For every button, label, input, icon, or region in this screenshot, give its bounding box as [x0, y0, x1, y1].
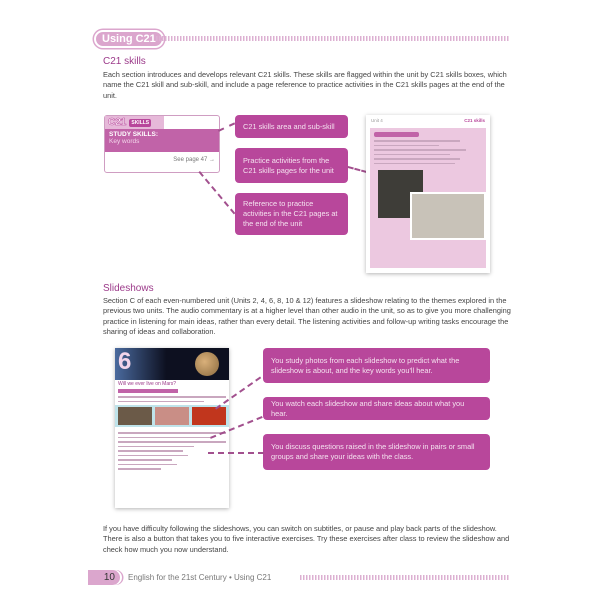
slideshow-page-thumbnail — [115, 348, 229, 508]
c21-logo: C21 — [108, 117, 127, 128]
callout-watch-slideshow: You watch each slideshow and share ideas about what you hear. — [263, 397, 490, 420]
c21-skills-box — [104, 115, 220, 173]
connector-line — [347, 166, 367, 173]
unit-number: 6 — [118, 348, 132, 375]
thumb-title: Will we ever live on Mars? — [118, 381, 177, 387]
c21-heading: C21 skills — [103, 56, 146, 67]
thumb-badge: C21 skills — [464, 118, 485, 123]
callout-practice-activities: Practice activities from the C21 skills pages for the unit — [235, 148, 348, 183]
callout-skill-area: C21 skills area and sub-skill — [235, 115, 348, 138]
slideshows-closing: If you have difficulty following the slideshows, you can switch on subtitles, or pause and play back parts of the slideshow. There is also a button that takes you to five interactive exercises. Try these exercises after class to review the slideshow and check how much you now understand. — [103, 524, 510, 554]
footer-divider — [300, 575, 510, 580]
c21-body: Each section introduces and develops relevant C21 skills. These skills are flagged within the unit by C21 skills boxes, which name the C21 skill and sub-skill, and include a page reference to practice activities in the C21 skills pages at the end of the unit. — [103, 70, 507, 100]
mars-image — [195, 352, 219, 376]
slideshows-heading: Slideshows — [103, 283, 154, 294]
section-label: Using C21 — [94, 30, 164, 48]
skills-badge: SKILLS — [131, 119, 150, 126]
callout-study-photos: You study photos from each slideshow to predict what the slideshow is about, and the key words you'll hear. — [263, 348, 490, 383]
c21-page-thumbnail — [366, 115, 490, 273]
skill-subskill: Key words — [109, 138, 140, 145]
callout-discuss-questions: You discuss questions raised in the slideshow in pairs or small groups and share your ideas with the class. — [263, 434, 490, 470]
slideshows-body: Section C of each even-numbered unit (Units 2, 4, 6, 8, 10 & 12) features a slideshow relating to the themes explored in the previous two units. The audio commentary is at a higher level than other audio in the unit, so as to give you more challenging practice in listening for main ideas, rather than every detail. The listening activities and follow-up writing tasks encourage the sharing of ideas and collaboration. — [103, 296, 511, 337]
footer-text: English for the 21st Century • Using C21 — [128, 573, 272, 582]
skill-area: STUDY SKILLS: — [109, 131, 158, 138]
page-reference: See page 47 → — [173, 157, 215, 163]
callout-page-reference: Reference to practice activities in the C21 pages at the end of the unit — [235, 193, 348, 235]
header-divider — [156, 36, 510, 41]
thumb-unit: Unit 4 — [371, 118, 383, 123]
connector-line — [208, 452, 264, 454]
connector-line — [198, 171, 235, 214]
connector-line — [218, 122, 235, 131]
page-number: 10 — [88, 570, 120, 585]
photo — [410, 192, 486, 240]
